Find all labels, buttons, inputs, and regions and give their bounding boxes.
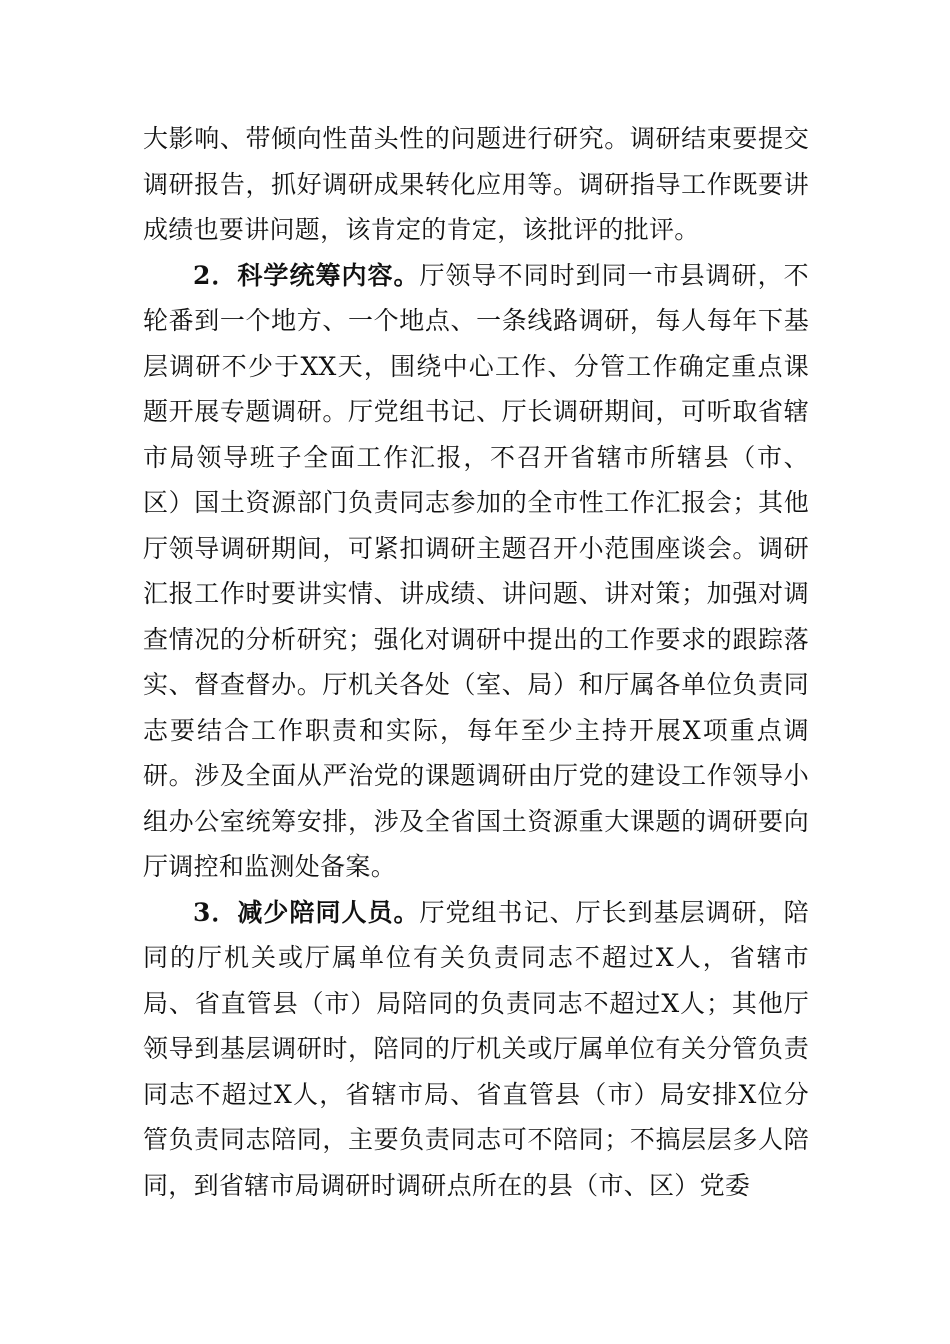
- section-heading: 2．科学统筹内容。: [193, 260, 420, 290]
- section-heading: 3．减少陪同人员。: [193, 897, 420, 927]
- paragraph-text: 大影响、带倾向性苗头性的问题进行研究。调研结束要提交调研报告，抓好调研成果转化应用等。调研指导工作既要讲成绩也要讲问题，该肯定的肯定，该批评的批评。: [143, 124, 809, 244]
- paragraph-text: 厅党组书记、厅长到基层调研，陪同的厅机关或厅属单位有关负责同志不超过X人，省辖市局、省直管县（市）局陪同的负责同志不超过X人；其他厅领导到基层调研时，陪同的厅机关或厅属单位有关分管负责同志不超过X人，省辖市局、省直管县（市）局安排X位分管负责同志陪同，主要负责同志可不陪同；不搞层层多人陪同，到省辖市局调研时调研点所在的县（市、区）党委: [143, 897, 809, 1200]
- document-body: [143, 116, 809, 1208]
- paragraph-continuation: [143, 116, 809, 253]
- paragraph-section-3: [143, 890, 809, 1209]
- paragraph-text: 厅领导不同时到同一市县调研，不轮番到一个地方、一个地点、一条线路调研，每人每年下基层调研不少于XX天，围绕中心工作、分管工作确定重点课题开展专题调研。厅党组书记、厅长调研期间，可听取省辖市局领导班子全面工作汇报，不召开省辖市所辖县（市、区）国土资源部门负责同志参加的全市性工作汇报会；其他厅领导调研期间，可紧扣调研主题召开小范围座谈会。调研汇报工作时要讲实情、讲成绩、讲问题、讲对策；加强对调查情况的分析研究；强化对调研中提出的工作要求的跟踪落实、督查督办。厅机关各处（室、局）和厅属各单位负责同志要结合工作职责和实际，每年至少主持开展X项重点调研。涉及全面从严治党的课题调研由厅党的建设工作领导小组办公室统筹安排，涉及全省国土资源重大课题的调研要向厅调控和监测处备案。: [143, 260, 809, 881]
- paragraph-section-2: [143, 253, 809, 890]
